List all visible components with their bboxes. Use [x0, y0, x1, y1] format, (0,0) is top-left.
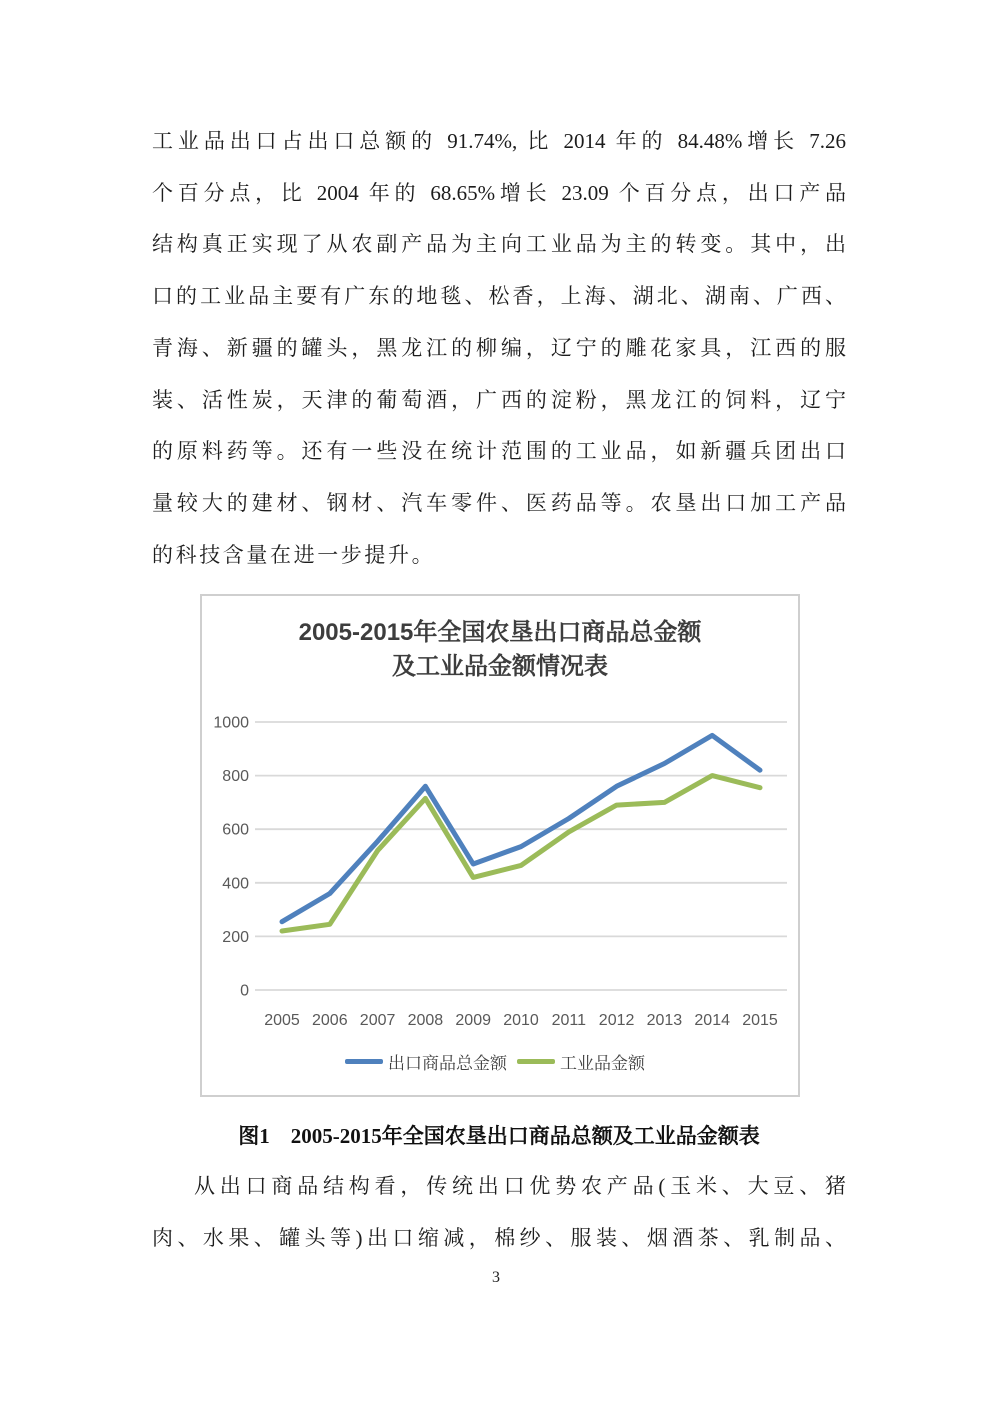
text-line: 的科技含量在进一步提升。 [152, 542, 436, 567]
text-line: 结构真正实现了从农副产品为主向工业品为主的转变。其中，出 [152, 232, 846, 257]
chart-title-line2: 及工业品金额情况表 [392, 653, 608, 680]
text-line: 青海、新疆的罐头，黑龙江的柳编，辽宁的雕花家具，江西的服 [152, 335, 846, 360]
chart-title-line1: 2005-2015年全国农垦出口商品总金额 [298, 619, 702, 646]
x-tick-label: 2013 [646, 1012, 683, 1029]
text-line: 装、活性炭，天津的葡萄酒，广西的淀粉，黑龙江的饲料，辽宁 [152, 387, 846, 412]
y-tick-label: 1000 [213, 714, 249, 732]
y-tick-label: 400 [222, 875, 249, 893]
figure-line-chart [200, 594, 800, 1097]
x-tick-label: 2009 [455, 1012, 491, 1029]
text-line: 的原料药等。还有一些没在统计范围的工业品，如新疆兵团出口 [152, 439, 846, 464]
x-tick-label: 2006 [312, 1012, 348, 1029]
x-tick-label: 2005 [264, 1012, 300, 1029]
x-tick-label: 2014 [694, 1012, 730, 1029]
y-tick-label: 0 [240, 982, 249, 1000]
x-tick-label: 2010 [503, 1012, 539, 1029]
chart-legend [202, 1046, 798, 1076]
x-tick-label: 2012 [598, 1012, 635, 1029]
paragraph-top [152, 116, 846, 581]
x-tick-label: 2007 [359, 1012, 396, 1029]
text-line: 肉、水果、罐头等)出口缩减，棉纱、服装、烟酒茶、乳制品、 [152, 1225, 846, 1250]
text-line: 量较大的建材、钢材、汽车零件、医药品等。农垦出口加工产品 [152, 490, 846, 515]
figure-caption: 图1 2005-2015年全国农垦出口商品总额及工业品金额表 [238, 1124, 760, 1148]
line-chart-plot [202, 596, 802, 1099]
text-line: 工业品出口占出口总额的 91.74%, 比 2014 年的 84.48%增长 7.26 [152, 129, 846, 153]
series-line-1 [282, 776, 760, 931]
text-line: 从出口商品结构看，传统出口优势农产品(玉米、大豆、猪 [194, 1174, 846, 1198]
legend-swatch-industrial [517, 1059, 555, 1064]
y-tick-label: 200 [222, 928, 249, 946]
legend-swatch-total-export [345, 1059, 383, 1064]
page-number: 3 [492, 1269, 500, 1286]
y-tick-label: 800 [222, 768, 249, 786]
x-tick-label: 2008 [407, 1012, 444, 1029]
text-line: 口的工业品主要有广东的地毯、松香，上海、湖北、湖南、广西、 [152, 284, 846, 309]
paragraph-bottom [152, 1161, 846, 1264]
x-tick-label: 2015 [742, 1012, 778, 1029]
y-tick-label: 600 [222, 821, 249, 839]
text-line: 个百分点，比 2004 年的 68.65%增长 23.09 个百分点，出口产品 [152, 180, 846, 205]
x-tick-label: 2011 [551, 1012, 587, 1029]
legend-label-industrial: 工业品金额 [560, 1053, 645, 1073]
legend-label-total-export: 出口商品总金额 [388, 1053, 507, 1073]
